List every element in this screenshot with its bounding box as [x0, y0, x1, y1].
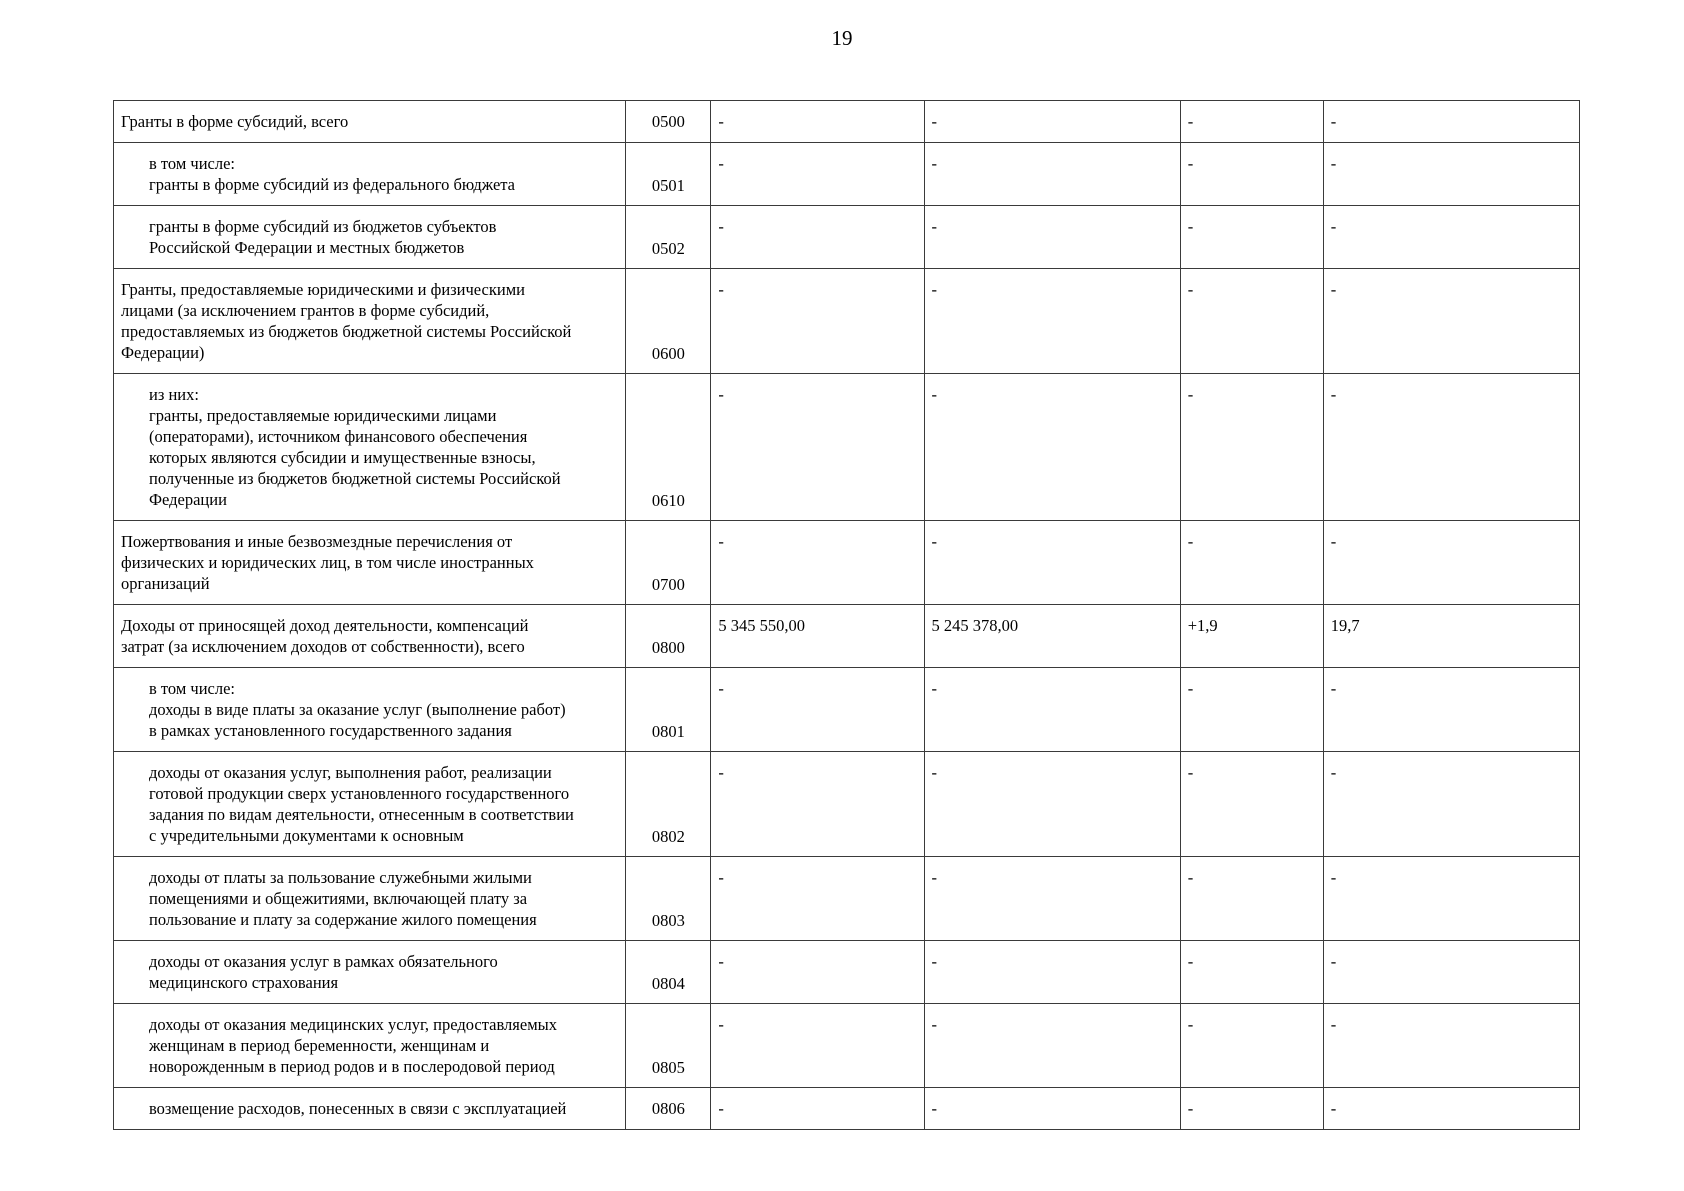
row-label-line: Пожертвования и иные безвозмездные перечисления от: [121, 532, 513, 551]
row-label-line: помещениями и общежитиями, включающей плату за: [149, 889, 528, 908]
row-value-col-1: -: [711, 101, 924, 143]
page-number: 19: [831, 26, 853, 50]
row-label-line: новорожденным в период родов и в послеродовой период: [149, 1057, 555, 1076]
row-code: 0801: [626, 668, 711, 752]
row-value-col-2: -: [924, 143, 1180, 206]
row-value-col-3: -: [1180, 269, 1323, 374]
row-value-col-2: -: [924, 269, 1180, 374]
row-value-col-2: -: [924, 1088, 1180, 1130]
row-code: 0501: [626, 143, 711, 206]
row-value-col-2: -: [924, 857, 1180, 941]
row-label: [114, 101, 626, 143]
row-value-col-1: -: [711, 857, 924, 941]
row-code: 0610: [626, 374, 711, 521]
row-value-col-2: -: [924, 941, 1180, 1004]
row-label-line: гранты в форме субсидий из бюджетов субъектов: [149, 217, 497, 236]
row-label: [114, 1004, 626, 1088]
row-value-col-3: -: [1180, 143, 1323, 206]
table-row: [114, 668, 1580, 752]
row-label-line: затрат (за исключением доходов от собственности), всего: [121, 637, 525, 656]
row-label-line: доходы в виде платы за оказание услуг (выполнение работ): [149, 700, 566, 719]
row-value-col-1: -: [711, 668, 924, 752]
row-label-line: в рамках установленного государственного задания: [149, 721, 512, 740]
row-label: [114, 857, 626, 941]
row-label-line: Российской Федерации и местных бюджетов: [149, 238, 465, 257]
row-value-col-4: -: [1323, 206, 1579, 269]
row-label-line: Доходы от приносящей доход деятельности, компенсаций: [121, 616, 529, 635]
row-code: 0700: [626, 521, 711, 605]
row-label-line: доходы от оказания медицинских услуг, предоставляемых: [149, 1015, 557, 1034]
row-value-col-3: -: [1180, 1088, 1323, 1130]
row-value-col-2: -: [924, 521, 1180, 605]
row-label-line: гранты, предоставляемые юридическими лицами: [149, 406, 497, 425]
row-label: [114, 206, 626, 269]
table-row: [114, 752, 1580, 857]
row-code: 0802: [626, 752, 711, 857]
row-value-col-4: -: [1323, 857, 1579, 941]
row-value-col-2: -: [924, 374, 1180, 521]
row-value-col-1: -: [711, 521, 924, 605]
table-row: [114, 941, 1580, 1004]
row-value-col-4: -: [1323, 941, 1579, 1004]
table-row: [114, 269, 1580, 374]
row-value-col-1: 5 345 550,00: [711, 605, 924, 668]
table-row: [114, 857, 1580, 941]
row-value-col-1: -: [711, 1088, 924, 1130]
row-label-line: с учредительными документами к основным: [149, 826, 464, 845]
row-code: 0804: [626, 941, 711, 1004]
row-value-col-1: -: [711, 374, 924, 521]
row-code: 0502: [626, 206, 711, 269]
row-value-col-3: +1,9: [1180, 605, 1323, 668]
row-value-col-4: 19,7: [1323, 605, 1579, 668]
row-value-col-2: -: [924, 668, 1180, 752]
row-label-line: предоставляемых из бюджетов бюджетной системы Российской: [121, 322, 572, 341]
row-label-line: доходы от платы за пользование служебными жилыми: [149, 868, 532, 887]
row-value-col-4: -: [1323, 101, 1579, 143]
row-value-col-2: -: [924, 752, 1180, 857]
row-label-line: женщинам в период беременности, женщинам и: [149, 1036, 490, 1055]
row-value-col-4: -: [1323, 668, 1579, 752]
row-label-line: гранты в форме субсидий из федерального бюджета: [149, 175, 516, 194]
row-label-line: которых являются субсидии и имущественные взносы,: [149, 448, 536, 467]
row-label-line: полученные из бюджетов бюджетной системы Российской: [149, 469, 561, 488]
row-label-line: медицинского страхования: [149, 973, 339, 992]
row-value-col-1: -: [711, 206, 924, 269]
row-label: [114, 374, 626, 521]
row-value-col-3: -: [1180, 521, 1323, 605]
row-value-col-3: -: [1180, 206, 1323, 269]
row-code: 0805: [626, 1004, 711, 1088]
row-label-line: из них:: [149, 385, 199, 404]
row-code: 0600: [626, 269, 711, 374]
row-value-col-3: -: [1180, 374, 1323, 521]
row-label: [114, 941, 626, 1004]
row-value-col-2: -: [924, 206, 1180, 269]
row-label-line: готовой продукции сверх установленного государственного: [149, 784, 570, 803]
row-label: [114, 521, 626, 605]
table-row: [114, 521, 1580, 605]
table-row: [114, 101, 1580, 143]
table-row: [114, 1004, 1580, 1088]
row-value-col-2: 5 245 378,00: [924, 605, 1180, 668]
row-label-line: доходы от оказания услуг, выполнения работ, реализации: [149, 763, 552, 782]
row-code: 0500: [626, 101, 711, 143]
row-label: [114, 1088, 626, 1130]
row-label-line: Федерации): [121, 343, 205, 362]
row-label: [114, 605, 626, 668]
table-row: [114, 206, 1580, 269]
row-label-line: возмещение расходов, понесенных в связи с эксплуатацией: [149, 1099, 567, 1118]
row-value-col-1: -: [711, 752, 924, 857]
row-value-col-4: -: [1323, 374, 1579, 521]
table-row: [114, 1088, 1580, 1130]
row-value-col-4: -: [1323, 1088, 1579, 1130]
row-label-line: физических и юридических лиц, в том числе иностранных: [121, 553, 534, 572]
row-label: [114, 668, 626, 752]
income-table-body: [114, 101, 1580, 1130]
row-code: 0800: [626, 605, 711, 668]
row-label-line: Гранты в форме субсидий, всего: [121, 112, 349, 131]
row-label-line: задания по видам деятельности, отнесенным в соответствии: [149, 805, 574, 824]
row-label: [114, 752, 626, 857]
row-value-col-3: -: [1180, 752, 1323, 857]
table-row: [114, 143, 1580, 206]
row-label-line: пользование и плату за содержание жилого помещения: [149, 910, 537, 929]
row-label-line: Гранты, предоставляемые юридическими и физическими: [121, 280, 525, 299]
row-value-col-3: -: [1180, 668, 1323, 752]
table-row: [114, 374, 1580, 521]
row-value-col-3: -: [1180, 1004, 1323, 1088]
row-label: [114, 143, 626, 206]
row-value-col-1: -: [711, 143, 924, 206]
row-code: 0806: [626, 1088, 711, 1130]
row-value-col-4: -: [1323, 269, 1579, 374]
row-label-line: в том числе:: [149, 679, 236, 698]
row-label-line: доходы от оказания услуг в рамках обязательного: [149, 952, 498, 971]
row-value-col-3: -: [1180, 857, 1323, 941]
income-table: [113, 100, 1580, 1130]
row-value-col-4: -: [1323, 143, 1579, 206]
row-value-col-3: -: [1180, 941, 1323, 1004]
row-value-col-1: -: [711, 269, 924, 374]
table-row: [114, 605, 1580, 668]
row-value-col-4: -: [1323, 521, 1579, 605]
row-value-col-4: -: [1323, 752, 1579, 857]
row-value-col-3: -: [1180, 101, 1323, 143]
row-value-col-2: -: [924, 101, 1180, 143]
row-label-line: лицами (за исключением грантов в форме субсидий,: [121, 301, 490, 320]
row-label-line: Федерации: [149, 490, 227, 509]
row-label-line: (операторами), источником финансового обеспечения: [149, 427, 528, 446]
row-label-line: организаций: [121, 574, 210, 593]
row-value-col-1: -: [711, 1004, 924, 1088]
row-value-col-1: -: [711, 941, 924, 1004]
row-label: [114, 269, 626, 374]
row-code: 0803: [626, 857, 711, 941]
row-label-line: в том числе:: [149, 154, 236, 173]
row-value-col-4: -: [1323, 1004, 1579, 1088]
row-value-col-2: -: [924, 1004, 1180, 1088]
